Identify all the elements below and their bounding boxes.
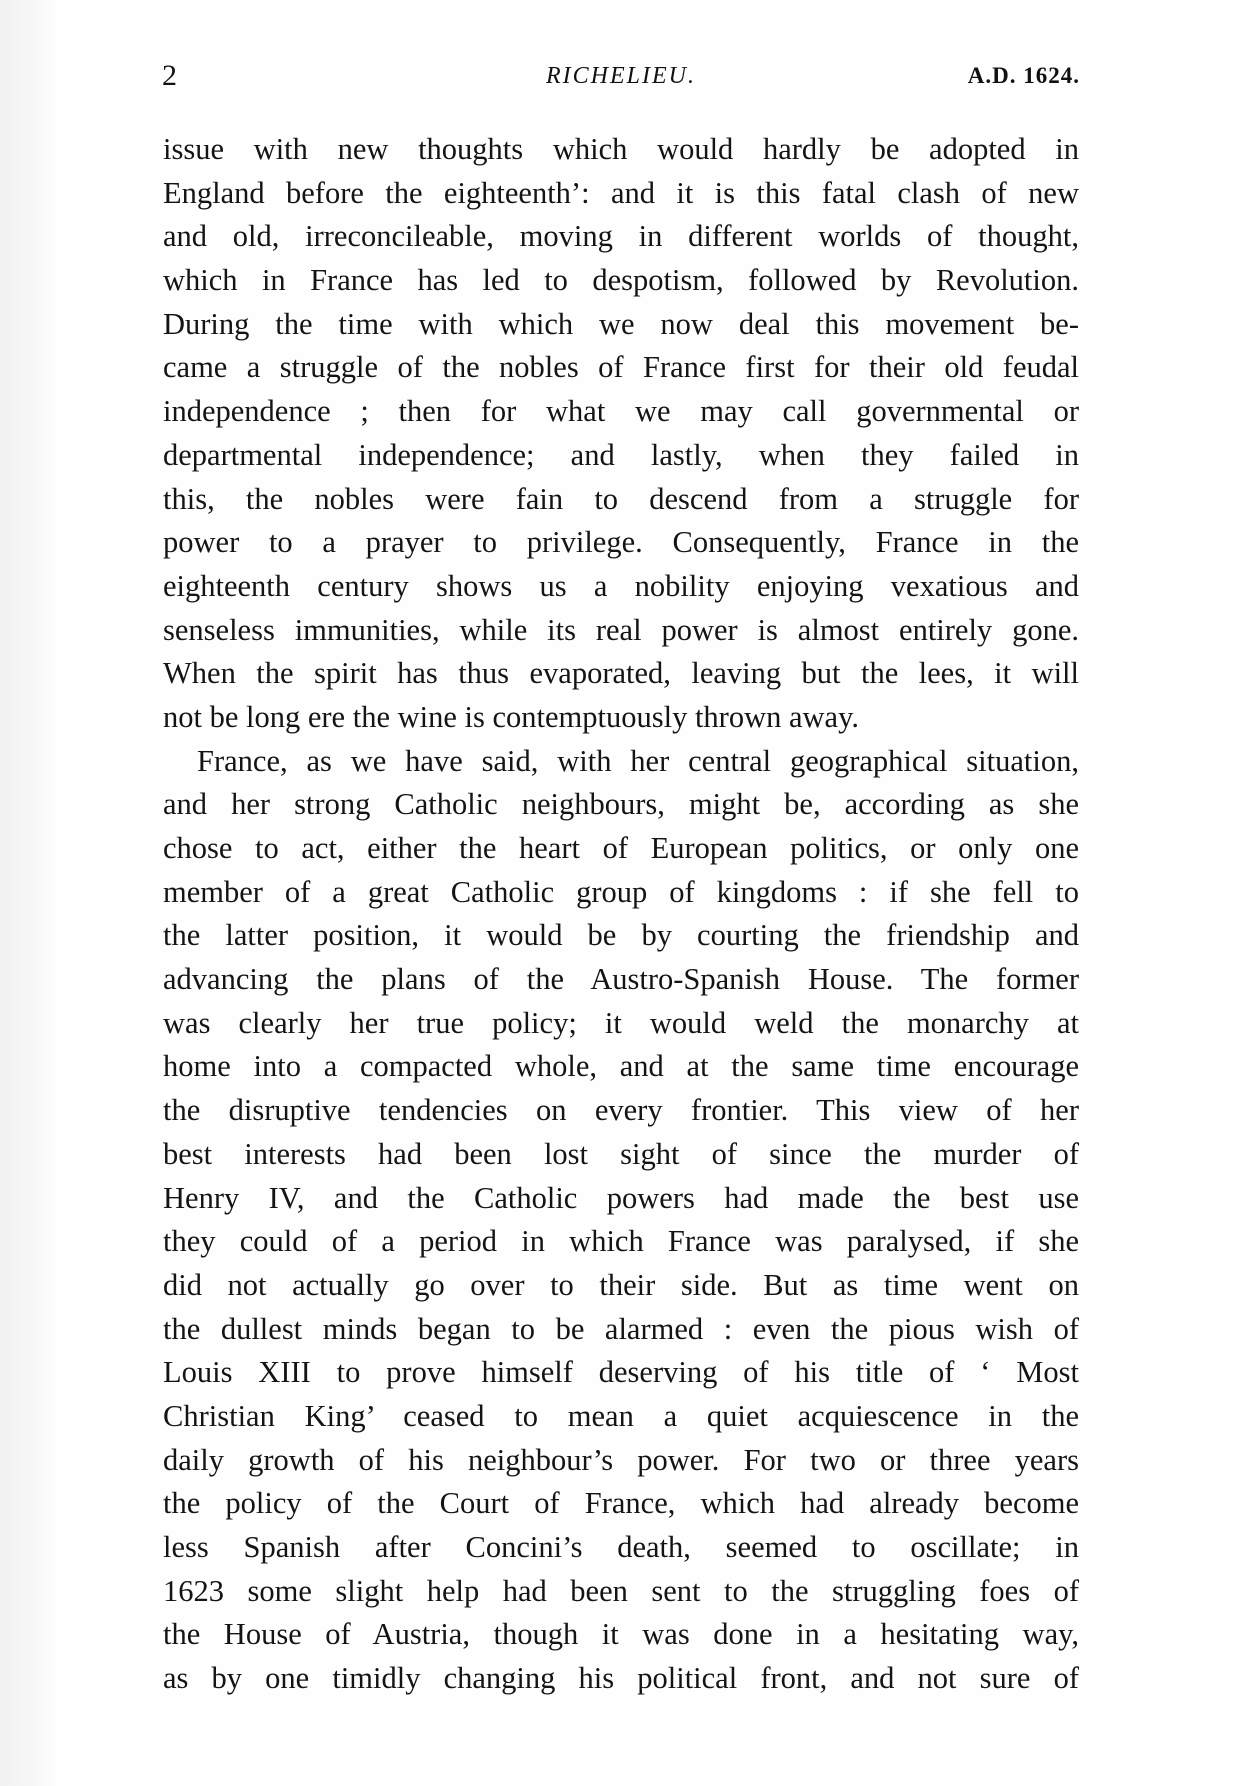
text-line: advancing the plans of the Austro-Spanish House. The former: [163, 962, 1079, 997]
text-line: less Spanish after Concini’s death, seemed to oscillate; in: [163, 1530, 1079, 1564]
text-line: did not actually go over to their side. But as time went on: [163, 1267, 1079, 1302]
text-line: best interests had been lost sight of since the murder of: [163, 1136, 1079, 1171]
text-line: eighteenth century shows us a nobility enjoying vexatious and: [163, 568, 1079, 603]
text-line: member of a great Catholic group of kingdoms : if she fell to: [163, 874, 1079, 909]
text-line: the disruptive tendencies on every frontier. This view of her: [163, 1093, 1079, 1128]
text-line: England before the eighteenth’: and it is this fatal clash of new: [163, 175, 1079, 210]
body-text: [163, 128, 1079, 1701]
text-line: departmental independence; and lastly, when they failed in: [163, 437, 1079, 472]
text-line: power to a prayer to privilege. Consequently, France in the: [163, 525, 1079, 560]
text-line: daily growth of his neighbour’s power. For two or three years: [163, 1442, 1079, 1477]
running-title: RICHELIEU.: [546, 63, 696, 89]
text-line: 1623 some slight help had been sent to the struggling foes of: [163, 1573, 1079, 1608]
running-header: [160, 56, 1082, 96]
text-line: issue with new thoughts which would hardly be adopted in: [163, 132, 1079, 166]
text-line: and old, irreconcileable, moving in different worlds of thought,: [163, 219, 1079, 254]
text-line: came a struggle of the nobles of France first for their old feudal: [163, 350, 1079, 385]
text-line: Henry IV, and the Catholic powers had made the best use: [163, 1180, 1079, 1215]
text-line: independence ; then for what we may call governmental or: [163, 394, 1079, 429]
text-line: was clearly her true policy; it would weld the monarchy at: [163, 1005, 1079, 1040]
text-line: France, as we have said, with her central geographical situation,: [197, 743, 1079, 778]
text-line: When the spirit has thus evaporated, leaving but the lees, it will: [163, 656, 1079, 691]
scan-edge-shadow: [0, 0, 58, 1786]
text-line: Louis XIII to prove himself deserving of his title of ‘ Most: [163, 1355, 1079, 1390]
text-line: which in France has led to despotism, followed by Revolution.: [163, 263, 1079, 298]
text-line: they could of a period in which France was paralysed, if she: [163, 1224, 1079, 1259]
text-line: and her strong Catholic neighbours, might be, according as she: [163, 787, 1079, 822]
page-number: 2: [162, 59, 177, 92]
text-line: the latter position, it would be by courting the friendship and: [163, 918, 1079, 953]
header-date: A.D. 1624.: [967, 63, 1080, 88]
text-line: chose to act, either the heart of European politics, or only one: [163, 831, 1079, 865]
paragraph-1: [163, 128, 1079, 740]
text-line: as by one timidly changing his political front, and not sure of: [163, 1661, 1079, 1696]
text-line: the policy of the Court of France, which had already become: [163, 1486, 1079, 1521]
text-line: Christian King’ ceased to mean a quiet acquiescence in the: [163, 1398, 1079, 1433]
text-line: this, the nobles were fain to descend from a struggle for: [163, 481, 1079, 516]
text-line: the House of Austria, though it was done in a hesitating way,: [163, 1617, 1079, 1652]
text-line: senseless immunities, while its real power is almost entirely gone.: [163, 612, 1079, 647]
text-line: home into a compacted whole, and at the same time encourage: [163, 1049, 1079, 1084]
paragraph-2: [163, 740, 1079, 1701]
text-line: the dullest minds began to be alarmed : even the pious wish of: [163, 1311, 1079, 1346]
text-line: During the time with which we now deal this movement be-: [163, 306, 1079, 341]
text-line: not be long ere the wine is contemptuously thrown away.: [163, 699, 859, 734]
